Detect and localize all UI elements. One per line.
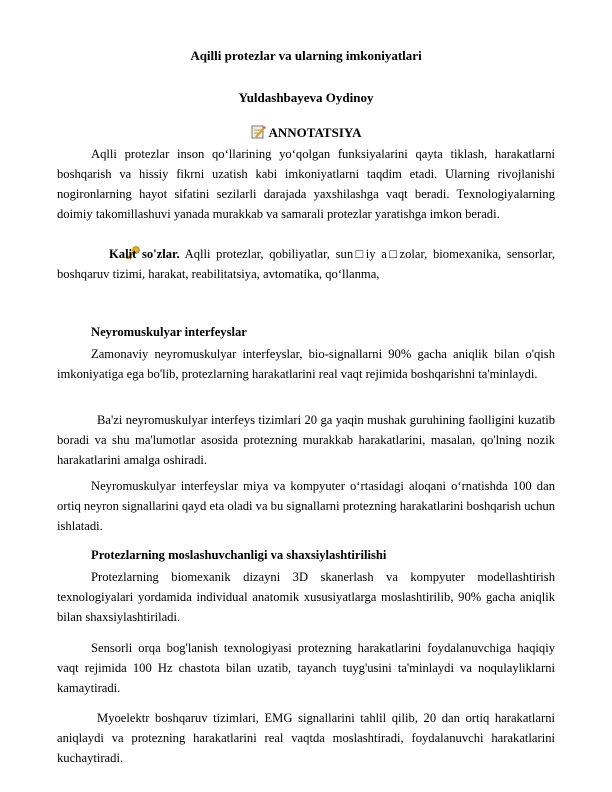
annotation-heading: ANNOTATSIYA bbox=[268, 125, 362, 140]
keywords-label: Kalit so'zlar. bbox=[109, 247, 180, 261]
keywords-text: Aqlli protezlar, qobiliyatlar, sun□iy a□zolar, biomexanika, sensorlar, boshqaruv tizimi, harakat, reabilitatsiya, avtomatika, qo‘llanma, bbox=[57, 247, 555, 281]
memo-icon bbox=[251, 125, 267, 139]
section2-paragraph-1: Protezlarning biomexanik dizayni 3D skanerlash va kompyuter modellashtirish texnologiyalari yordamida individual anatomik xususiyatlarga moslashtirilib, 90% gacha aniqlik bilan shaxsiylashtiriladi. bbox=[57, 570, 555, 624]
annotation-heading-row bbox=[0, 125, 612, 141]
section2-heading: Protezlarning moslashuvchanligi va shaxsiylashtirilishi bbox=[91, 548, 387, 562]
author-name: Yuldashbayeva Oydinoy bbox=[238, 90, 374, 105]
key-icon bbox=[91, 246, 107, 260]
keywords-paragraph bbox=[57, 244, 555, 284]
section1-paragraph-3: Neyromuskulyar interfeyslar miya va kompyuter o‘rtasidagi aloqani o‘rnatishda 100 dan ortiq neyron signallarini qayd eta oladi va bu signallarni protezning harakatlarini boshqarish uchun ishlatadi. bbox=[57, 479, 556, 533]
section2-paragraph-2: Sensorli orqa bog'lanish texnologiyasi protezning harakatlarini foydalanuvchiga haqiqiy vaqt rejimida 100 Hz chastota bilan uzatib, tayanch tuyg'usini ta'minlaydi va noqulayliklarni kamaytiradi. bbox=[57, 641, 555, 695]
section2-paragraph-3: Myoelektr boshqaruv tizimlari, EMG signallarini tahlil qilib, 20 dan ortiq harakatlarni aniqlaydi va protezning harakatlarini real vaqtda moslashtiradi, foydalanuvchi harakatlarini kuchaytiradi. bbox=[57, 711, 555, 765]
section1-paragraph-2: Ba'zi neyromuskulyar interfeys tizimlari 20 ga yaqin mushak guruhining faolligini kuzatib boradi va shu ma'lumotlar asosida protezning murakkab harakatlarini, masalan, qo'lning nozik harakatlarini amalga oshiradi. bbox=[57, 413, 555, 467]
annotation-text: Aqlli protezlar inson qo‘llarining yo‘qolgan funksiyalarini qayta tiklash, harakatlarni boshqarish va hissiy fikrni uzatish kabi imkoniyatlarni taqdim etadi. Ularning rivojlanishi nogironlarning hayot sifatini sezilarli darajada yaxshilashga vaqt beradi. Texnologiyalarning doimiy takomillashuvi yanada murakkab va samarali protezlar yaratishga imkon beradi. bbox=[57, 147, 555, 221]
paper-title: Aqilli protezlar va ularning imkoniyatlari bbox=[190, 48, 422, 63]
section1-paragraph-1: Zamonaviy neyromuskulyar interfeyslar, bio-signallarni 90% gacha aniqlik bilan o'qish imkoniyatiga ega bo'lib, protezlarning harakatlarini real vaqt rejimida boshqarishni ta'minlaydi. bbox=[57, 347, 555, 381]
section1-heading: Neyromuskulyar interfeyslar bbox=[91, 325, 247, 339]
